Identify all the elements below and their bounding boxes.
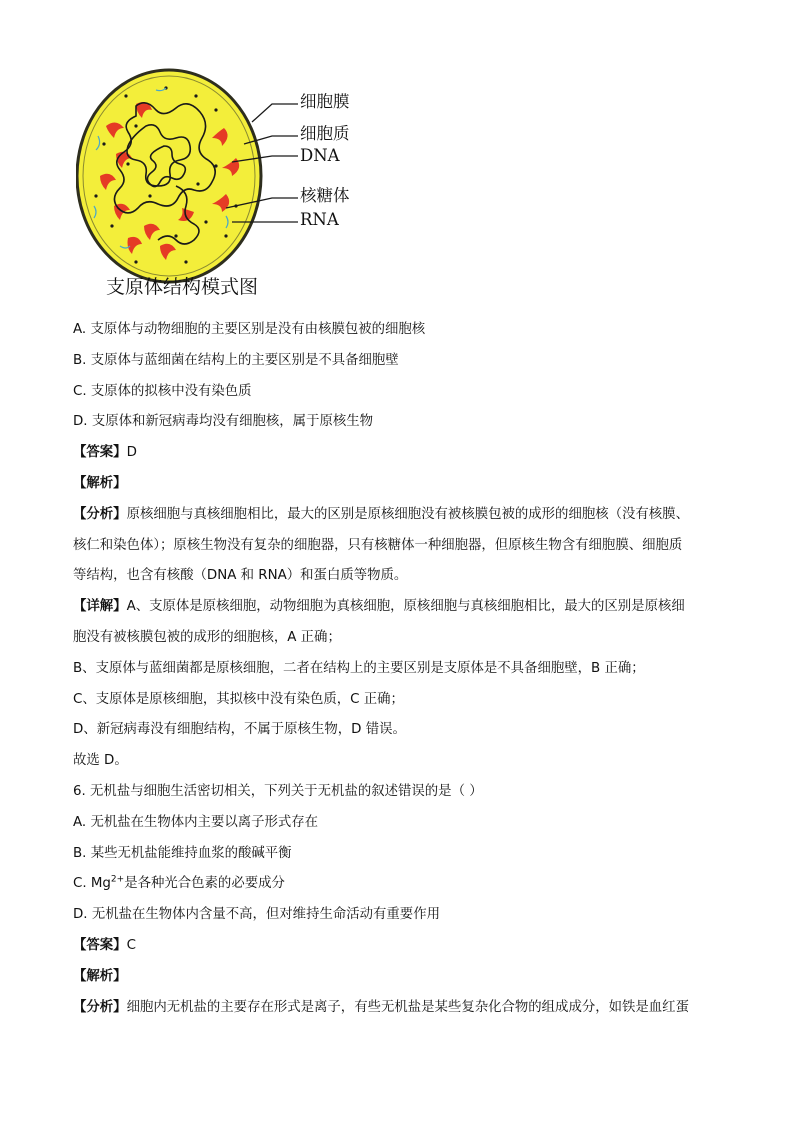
label-cell-membrane: 细胞膜 bbox=[300, 92, 350, 111]
fenxi-tag: 【分析】 bbox=[73, 506, 127, 522]
q6-answer bbox=[73, 931, 723, 962]
q6-option-c bbox=[73, 869, 723, 900]
mycoplasma-figure bbox=[76, 66, 376, 306]
q6-option-c-prefix: C. Mg bbox=[73, 876, 111, 892]
q5-xiangjie-line-2: 胞没有被核膜包被的成形的细胞核，A 正确； bbox=[73, 629, 341, 645]
q6-option-c-superscript: 2+ bbox=[110, 874, 125, 885]
q5-conclusion: 故选 D。 bbox=[73, 753, 128, 769]
fenxi-text-1: 细胞内无机盐的主要存在形式是离子，有些无机盐是某些复杂化合物的组成成分，如铁是血红蛋 bbox=[126, 999, 689, 1015]
analysis-tag: 【解析】 bbox=[73, 968, 127, 984]
answer-value: C bbox=[126, 937, 136, 953]
q5-xiangjie-line-4: C、支原体是原核细胞，其拟核中没有染色质，C 正确； bbox=[73, 691, 404, 707]
q6-stem: 6. 无机盐与细胞生活密切相关，下列关于无机盐的叙述错误的是（ ） bbox=[73, 783, 483, 799]
fenxi-tag: 【分析】 bbox=[73, 999, 127, 1015]
q5-option-d: D. 支原体和新冠病毒均没有细胞核，属于原核生物 bbox=[73, 414, 374, 430]
label-cytoplasm: 细胞质 bbox=[300, 124, 350, 143]
answer-value: D bbox=[126, 445, 137, 461]
analysis-tag: 【解析】 bbox=[73, 475, 127, 491]
q5-answer bbox=[73, 438, 723, 469]
q5-fenxi-line-2: 核仁和染色体）；原核生物没有复杂的细胞器，只有核糖体一种细胞器，但原核生物含有细胞膜、细胞质 bbox=[73, 537, 683, 553]
answer-tag: 【答案】 bbox=[73, 445, 127, 461]
q5-option-c: C. 支原体的拟核中没有染色质 bbox=[73, 383, 252, 399]
q5-fenxi-line-1 bbox=[73, 500, 723, 531]
q5-xiangjie-line-5: D、新冠病毒没有细胞结构，不属于原核生物，D 错误。 bbox=[73, 722, 406, 738]
figure-caption: 支原体结构模式图 bbox=[106, 276, 259, 298]
document-body bbox=[73, 315, 723, 1023]
xiangjie-text-1: A、支原体是原核细胞，动物细胞为真核细胞，原核细胞与真核细胞相比，最大的区别是原核细 bbox=[126, 599, 685, 615]
q6-option-a: A. 无机盐在生物体内主要以离子形式存在 bbox=[73, 814, 319, 830]
answer-tag: 【答案】 bbox=[73, 937, 127, 953]
label-ribosome: 核糖体 bbox=[300, 186, 350, 205]
q5-option-b: B. 支原体与蓝细菌在结构上的主要区别是不具备细胞壁 bbox=[73, 352, 399, 368]
q6-option-c-suffix: 是各种光合色素的必要成分 bbox=[124, 876, 285, 892]
fenxi-text-1: 原核细胞与真核细胞相比，最大的区别是原核细胞没有被核膜包被的成形的细胞核（没有核膜、 bbox=[126, 506, 689, 522]
q5-xiangjie-line-3: B、支原体与蓝细菌都是原核细胞，二者在结构上的主要区别是支原体是不具备细胞壁，B 正确； bbox=[73, 660, 645, 676]
label-rna: RNA bbox=[300, 210, 339, 229]
q5-xiangjie-line-1 bbox=[73, 592, 723, 623]
label-dna: DNA bbox=[300, 146, 340, 165]
q5-fenxi-line-3: 等结构，也含有核酸（DNA 和 RNA）和蛋白质等物质。 bbox=[73, 568, 408, 584]
q6-fenxi-line-1 bbox=[73, 993, 723, 1024]
q6-analysis-tag bbox=[73, 962, 723, 993]
q5-analysis-tag bbox=[73, 469, 723, 500]
xiangjie-tag: 【详解】 bbox=[73, 599, 127, 615]
q5-option-a: A. 支原体与动物细胞的主要区别是没有由核膜包被的细胞核 bbox=[73, 322, 426, 337]
q6-option-d: D. 无机盐在生物体内含量不高，但对维持生命活动有重要作用 bbox=[73, 907, 440, 923]
q6-option-b: B. 某些无机盐能维持血浆的酸碱平衡 bbox=[73, 845, 292, 861]
